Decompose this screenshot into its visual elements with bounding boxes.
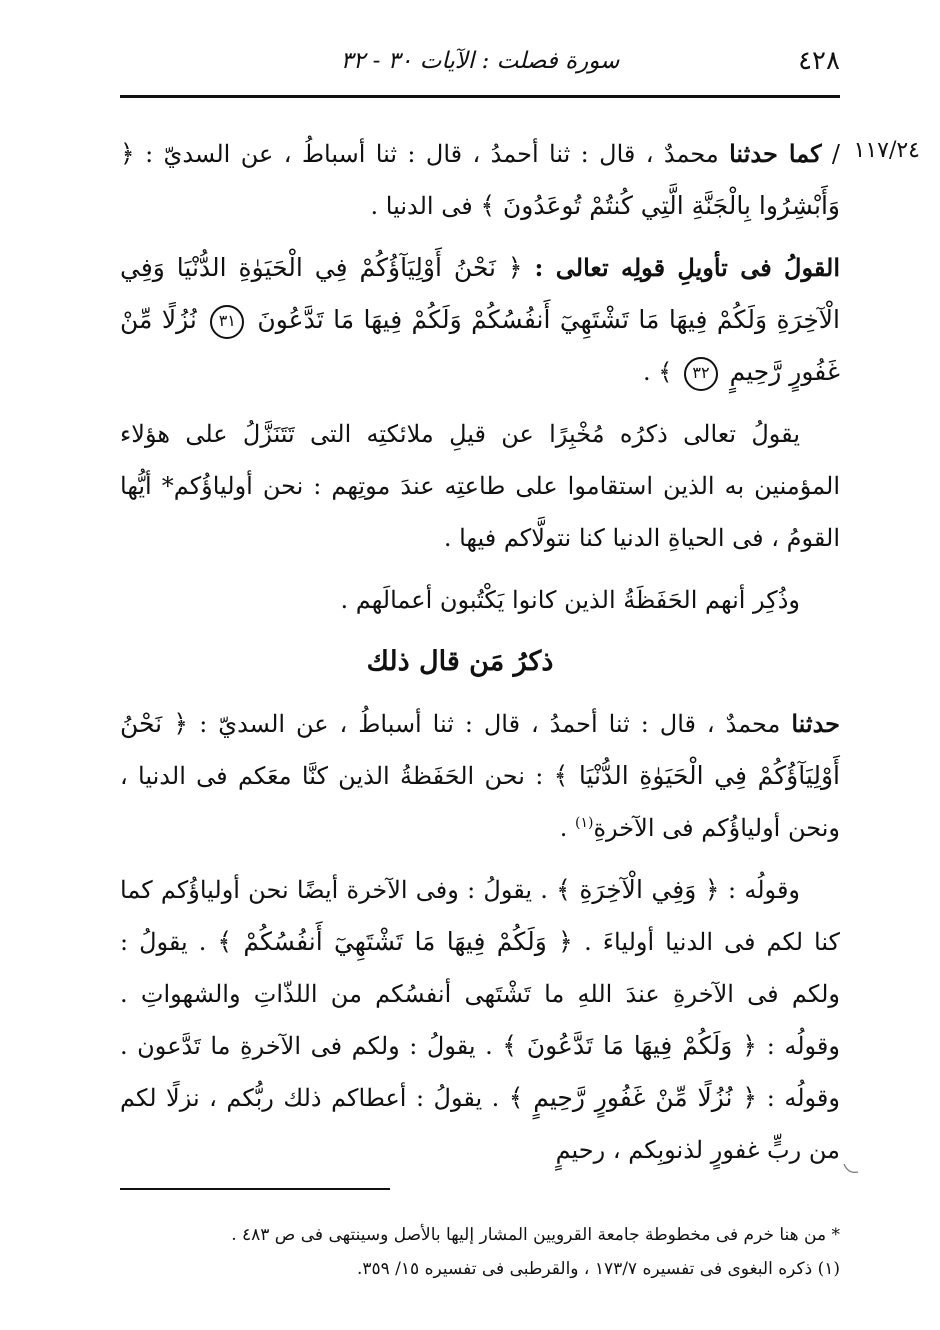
page-header xyxy=(120,42,840,82)
quran-quote: ﴿ وَلَكُمْ فِيهَا مَا تَدَّعُونَ ﴾ xyxy=(502,1031,767,1060)
footnote-1: (١) ذكره البغوى فى تفسيره ١٧٣/٧ ، والقرطبى فى تفسيره ١٥/ ٣٥٩. xyxy=(356,1259,840,1279)
paragraph-2 xyxy=(120,242,840,398)
catchword-mark xyxy=(842,1162,860,1176)
header-rule xyxy=(120,95,840,98)
page-break-marker: / xyxy=(821,140,840,168)
quran-verse: ﴿ نَحْنُ أَوْلِيَآؤُكُمْ فِي الْحَيَوٰةِ الدُّنْيَا وَفِي الْآخِرَةِ وَلَكُمْ فِيهَا مَا تَشْتَهِيٓ أَنفُسُكُمْ وَلَكُمْ فِيهَا مَا تَدَّعُونَ xyxy=(120,253,840,334)
quran-quote: ﴿ وَلَكُمْ فِيهَا مَا تَشْتَهِيٓ أَنفُسُكُمْ ﴾ xyxy=(217,927,585,956)
verse-close: ﴾ . xyxy=(643,358,680,386)
paragraph-1 xyxy=(120,128,840,232)
paragraph-4: وذُكِر أنهم الحَفَظَةُ الذين كانوا يَكْتُبون أعمالَهم . xyxy=(340,586,800,614)
footnotes xyxy=(120,1218,840,1286)
margin-reference: ١١٧/٢٤ xyxy=(853,138,920,163)
isnad-chain: محمدٌ ، قال : ثنا أحمدُ ، قال : ثنا أسباطُ ، عن السديّ : xyxy=(199,710,792,738)
isnad-opening: حدثنا xyxy=(791,709,841,738)
paragraph-end: فى الدنيا . xyxy=(370,192,481,220)
body-text xyxy=(120,128,840,1186)
section-heading: ذكرُ مَن قال ذلك xyxy=(366,646,554,677)
quran-verse-cont: نُزُلًا مِّنْ غَفُورٍ رَّحِيمٍ xyxy=(120,305,840,386)
page-number: ٤٢٨ xyxy=(798,46,840,76)
paragraph-3: يقولُ تعالى ذكرُه مُخْبِرًا عن قيلِ ملائكتِه التى تَتَنَزَّلُ على هؤلاء المؤمنين به الذين استقاموا على طاعتِه عندَ موتِهم : نحن أولياؤُكم* أيُّها القومُ ، فى الحياةِ الدنيا كنا نتولَّاكم فيها . xyxy=(120,420,840,552)
quran-quote: ﴿ نَحْنُ أَوْلِيَآؤُكُمْ فِي الْحَيَوٰةِ الدُّنْيَا ﴾ xyxy=(120,709,840,790)
footnote-marker-1: (١) xyxy=(575,815,594,831)
text-segment: . يقولُ : ولكم فى الآخرةِ عندَ اللهِ ما تَشْتَهى أنفسُكم من اللذّاتِ والشهواتِ . وقولُه : xyxy=(120,928,840,1060)
isnad-chain: محمدٌ ، قال : ثنا أحمدُ ، قال : ثنا أسباطُ ، عن السديّ : xyxy=(145,140,730,168)
ayah-number-32: ٣٢ xyxy=(684,357,718,391)
paragraph-6 xyxy=(120,864,840,1176)
text-segment: . يقولُ : ولكم فى الآخرةِ ما تَدَّعون . وقولُه : xyxy=(120,1032,840,1112)
tawil-heading: القولُ فى تأويلِ قولِه تعالى : xyxy=(534,253,840,282)
footnote-rule xyxy=(120,1188,390,1190)
commentary: : نحن الحَفَظةُ الذين كنَّا معَكم فى الدنيا ، ونحن أولياؤُكم فى الآخرةِ xyxy=(120,762,840,842)
quran-quote: ﴿ وَفِي الْآخِرَةِ ﴾ xyxy=(556,875,729,904)
isnad-opening: كما حدثنا xyxy=(729,139,822,168)
text-segment: . يقولُ : وفى الآخرة أيضًا نحن أولياؤُكم كما كنا لكم فى الدنيا أولياءَ . xyxy=(120,876,840,956)
paragraph-end: . xyxy=(559,814,576,842)
text-segment: . يقولُ : أعطاكم ذلك ربُّكم ، نزلًا لكم من ربٍّ غفورٍ لذنوبِكم ، رحيمٍ xyxy=(120,1084,840,1164)
text-segment: وقولُه : xyxy=(728,876,801,904)
paragraph-5 xyxy=(120,698,840,854)
quran-quote: ﴿ نُزُلًا مِّنْ غَفُورٍ رَّحِيمٍ ﴾ xyxy=(508,1083,767,1112)
ayah-number-31: ٣١ xyxy=(210,305,244,339)
footnote-star: * من هنا خرم فى مخطوطة جامعة القرويين المشار إليها بالأصل وسينتهى فى ص ٤٨٣ . xyxy=(231,1225,840,1245)
running-title: سورة فصلت : الآيات ٣٠ - ٣٢ xyxy=(340,48,620,74)
quran-quote: ﴿ وَأَبْشِرُوا بِالْجَنَّةِ الَّتِي كُنتُمْ تُوعَدُونَ ﴾ xyxy=(120,139,840,220)
